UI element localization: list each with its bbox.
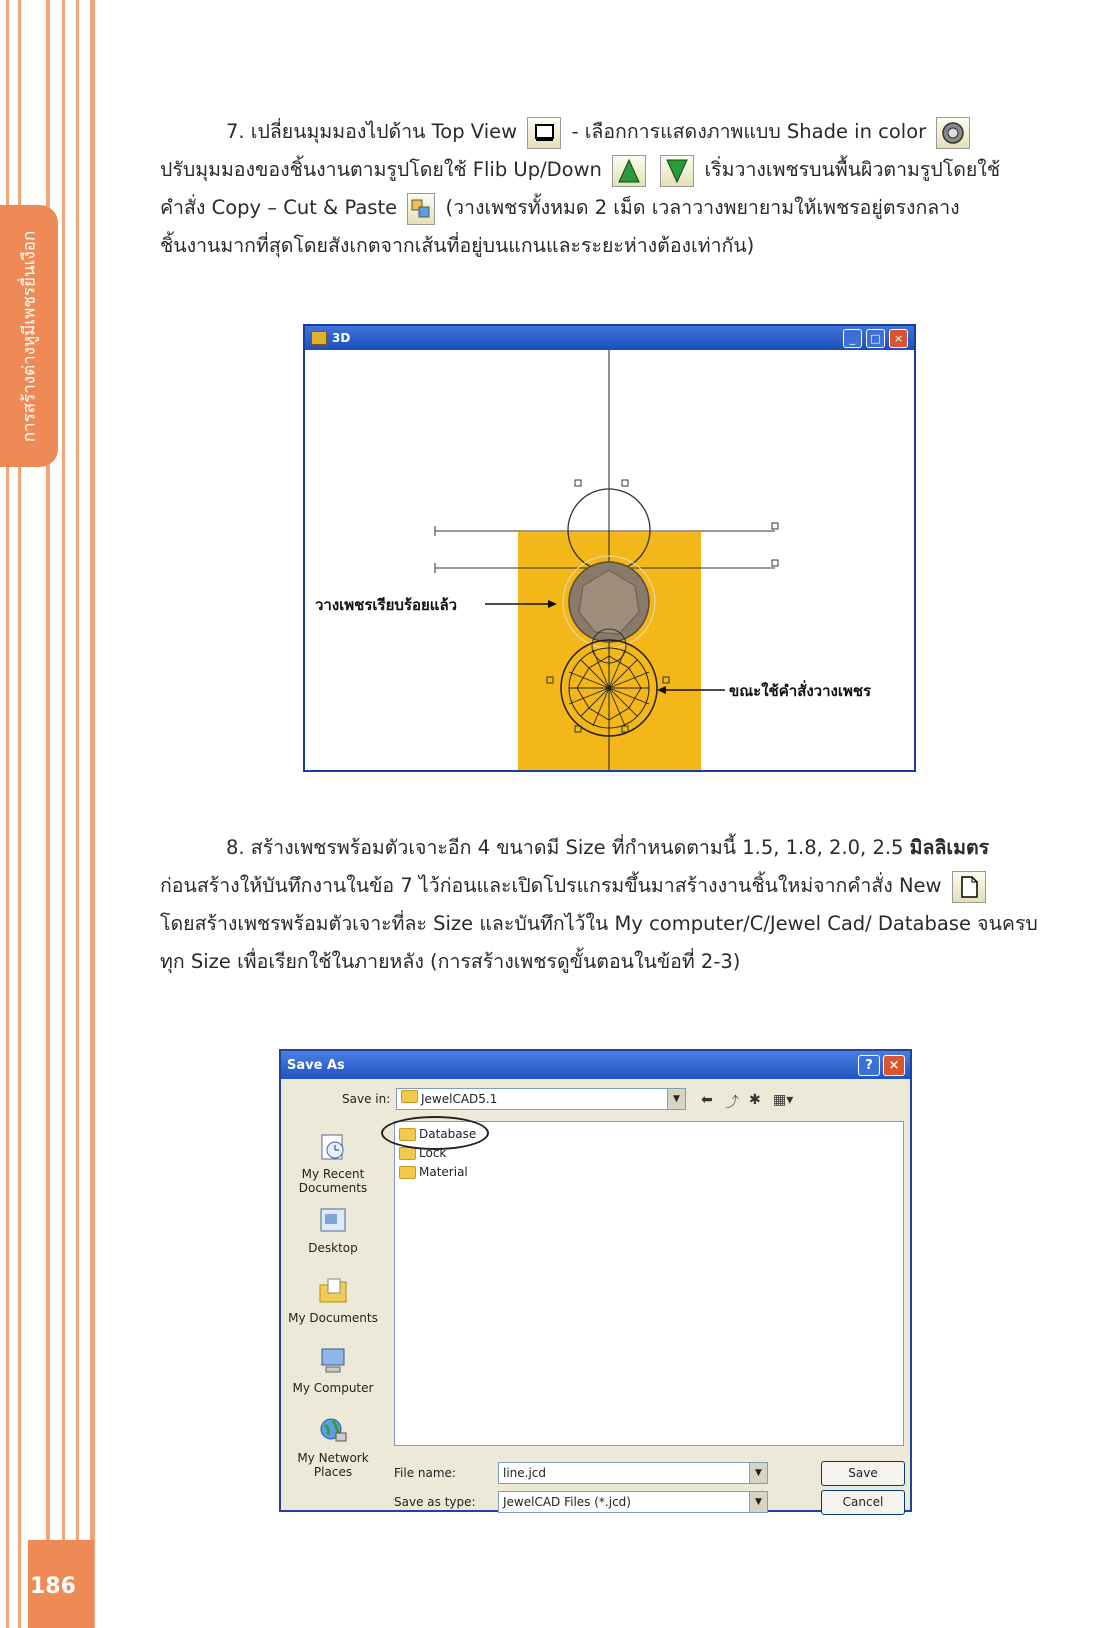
place-my-documents[interactable] xyxy=(285,1275,381,1325)
minimize-button[interactable]: _ xyxy=(843,329,862,348)
step8-line1a: 8. สร้างเพชรพร้อมตัวเจาะอีก 4 ขนาดมี Size ที่กำหนดตามนี้ 1.5, 1.8, 2.0, 2.5 xyxy=(226,836,904,859)
step8-line4: ทุก Size เพื่อเรียกใช้ในภายหลัง (การสร้างเพชรดูขั้นตอนในข้อที่ 2-3) xyxy=(160,950,741,973)
file-name-value: line.jcd xyxy=(503,1466,547,1480)
folder-name: Database xyxy=(419,1127,477,1141)
shade-in-color-icon xyxy=(936,117,970,149)
folder-name: Material xyxy=(419,1165,468,1179)
step7-line4: ชิ้นงานมากที่สุดโดยสังเกตจากเส้นที่อยู่บนแกนและระยะห่างต้องเท่ากัน) xyxy=(160,234,755,257)
save-in-dropdown[interactable] xyxy=(396,1088,686,1110)
list-item[interactable] xyxy=(399,1163,468,1181)
place-label: My Computer xyxy=(292,1381,374,1395)
window-3d xyxy=(303,324,916,772)
annotation-placed: วางเพชรเรียบร้อยแล้ว xyxy=(315,596,458,614)
save-button[interactable]: Save xyxy=(821,1461,905,1486)
flip-down-icon xyxy=(660,155,694,187)
my-documents-icon xyxy=(316,1275,350,1307)
page-number: 186 xyxy=(30,1574,76,1599)
step7-line3a: คำสั่ง Copy – Cut & Paste xyxy=(160,196,398,219)
place-my-network[interactable] xyxy=(285,1415,381,1479)
top-view-icon xyxy=(527,117,561,149)
annotation-placing: ขณะใช้คำสั่งวางเพชร xyxy=(729,682,872,700)
new-file-icon xyxy=(952,871,986,903)
window-3d-title: 3D xyxy=(332,331,351,345)
help-button[interactable]: ? xyxy=(858,1055,880,1076)
step8-line3: โดยสร้างเพชรพร้อมตัวเจาะที่ละ Size และบันทึกไว้ใน My computer/C/Jewel Cad/ Database จนครบ xyxy=(160,912,1038,935)
step7-line1a: 7. เปลี่ยนมุมมองไปด้าน Top View xyxy=(226,120,518,143)
flip-up-icon xyxy=(612,155,646,187)
desktop-icon xyxy=(316,1205,350,1237)
window-3d-titlebar[interactable] xyxy=(305,326,914,350)
new-folder-icon[interactable]: ✱ xyxy=(749,1092,761,1108)
place-recent-documents[interactable] xyxy=(285,1131,381,1195)
step7-line2b: เริ่มวางเพชรบนพื้นผิวตามรูปโดยใช้ xyxy=(704,158,1001,181)
folder-icon xyxy=(399,1166,416,1179)
chevron-down-icon: ▼ xyxy=(749,1463,767,1483)
place-label: My Documents xyxy=(288,1311,378,1325)
database-highlight-ellipse xyxy=(381,1116,489,1150)
save-type-label: Save as type: xyxy=(394,1495,476,1509)
chevron-down-icon: ▼ xyxy=(749,1492,767,1512)
back-arrow-icon[interactable]: ⬅ xyxy=(701,1092,713,1108)
place-desktop[interactable] xyxy=(285,1205,381,1255)
file-name-label: File name: xyxy=(394,1466,456,1480)
save-type-value: JewelCAD Files (*.jcd) xyxy=(503,1495,631,1509)
places-bar xyxy=(285,1119,381,1507)
maximize-button[interactable]: □ xyxy=(866,329,885,348)
file-name-input[interactable] xyxy=(498,1462,768,1484)
dialog-close-button[interactable]: × xyxy=(883,1055,905,1076)
place-my-computer[interactable] xyxy=(285,1345,381,1395)
place-label: My Network Places xyxy=(297,1451,369,1479)
folder-icon xyxy=(401,1090,418,1103)
dialog-title: Save As xyxy=(287,1057,345,1073)
step8-line2a: ก่อนสร้างให้บันทึกงานในข้อ 7 ไว้ก่อนและเปิดโปรแกรมขึ้นมาสร้างงานชิ้นใหม่จากคำสั่ง New xyxy=(160,874,942,897)
chapter-side-label: การสร้างต่างหูมีเพชรยื่นเงือก xyxy=(19,230,40,442)
step7-line1b: - เลือกการแสดงภาพแบบ Shade in color xyxy=(571,120,927,143)
up-folder-icon[interactable]: ⤴ xyxy=(725,1095,739,1111)
step8-paragraph xyxy=(160,829,1040,981)
file-list[interactable] xyxy=(394,1121,904,1446)
place-label: My Recent Documents xyxy=(298,1167,368,1195)
dialog-titlebar[interactable] xyxy=(281,1051,910,1079)
step7-line3b: (วางเพชรทั้งหมด 2 เม็ด เวลาวางพยายามให้เพชรอยู่ตรงกลาง xyxy=(445,196,960,219)
chevron-down-icon: ▼ xyxy=(667,1089,685,1109)
save-in-label: Save in: xyxy=(342,1092,391,1106)
view-menu-icon[interactable]: ▦▾ xyxy=(773,1092,794,1108)
recent-documents-icon xyxy=(316,1131,350,1163)
network-globe-icon xyxy=(316,1415,350,1447)
folder-name: Lock xyxy=(419,1146,447,1160)
step7-paragraph xyxy=(160,113,1040,265)
save-type-dropdown[interactable] xyxy=(498,1491,768,1513)
save-as-dialog xyxy=(279,1049,912,1512)
viewport-3d[interactable] xyxy=(305,350,914,770)
save-in-value: JewelCAD5.1 xyxy=(421,1092,498,1106)
cancel-button[interactable]: Cancel xyxy=(821,1490,905,1515)
close-button[interactable]: × xyxy=(889,329,908,348)
my-computer-icon xyxy=(316,1345,350,1377)
step8-line1b-bold: มิลลิเมตร xyxy=(909,836,990,859)
place-label: Desktop xyxy=(308,1241,358,1255)
app-3d-icon xyxy=(311,331,327,345)
copy-cut-paste-icon xyxy=(407,193,435,225)
step7-line2a: ปรับมุมมองของชิ้นงานตามรูปโดยใช้ Flib Up/Down xyxy=(160,158,602,181)
